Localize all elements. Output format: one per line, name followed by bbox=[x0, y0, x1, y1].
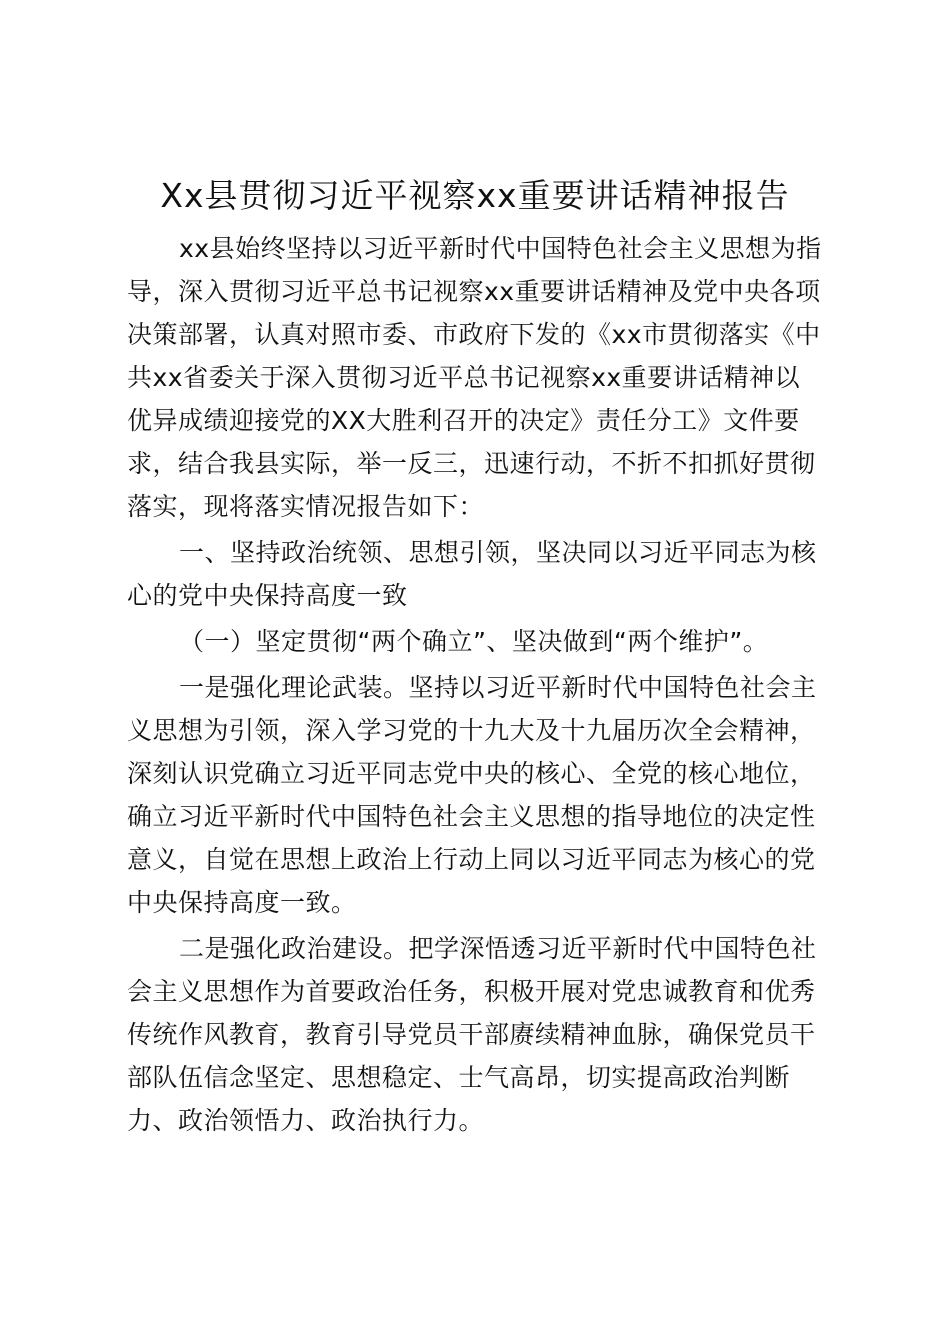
document-title: Xx县贯彻习近平视察xx重要讲话精神报告 bbox=[160, 176, 790, 215]
paragraph-line: 一是强化理论武装。坚持以习近平新时代中国特色社会主 bbox=[179, 673, 817, 702]
paragraph-line: 优异成绩迎接党的XX大胜利召开的决定》责任分工》文件要 bbox=[127, 406, 800, 435]
document-body bbox=[127, 227, 827, 1142]
paragraph-line: 共xx省委关于深入贯彻习近平总书记视察xx重要讲话精神以 bbox=[127, 363, 801, 392]
paragraph-line: 落实，现将落实情况报告如下： bbox=[127, 492, 485, 521]
paragraph-line: 传统作风教育，教育引导党员干部赓续精神血脉，确保党员干 bbox=[127, 1020, 816, 1049]
section-heading-line: 心的党中央保持高度一致 bbox=[127, 581, 408, 610]
paragraph-line: 力、政治领悟力、政治执行力。 bbox=[127, 1106, 485, 1135]
paragraph-line: 深刻认识党确立习近平同志党中央的核心、全党的核心地位， bbox=[127, 759, 816, 788]
subsection-heading: （一）坚定贯彻“两个确立”、坚决做到“两个维护”。 bbox=[179, 627, 769, 656]
paragraph-line: 决策部署，认真对照市委、市政府下发的《xx市贯彻落实《中 bbox=[127, 320, 821, 349]
paragraph-line: 导，深入贯彻习近平总书记视察xx重要讲话精神及党中央各项 bbox=[127, 277, 821, 306]
paragraph-line: 部队伍信念坚定、思想稳定、士气高昂，切实提高政治判断 bbox=[127, 1063, 791, 1092]
paragraph-line: xx县始终坚持以习近平新时代中国特色社会主义思想为指 bbox=[179, 234, 822, 263]
paragraph-line: 会主义思想作为首要政治任务，积极开展对党忠诚教育和优秀 bbox=[127, 977, 816, 1006]
paragraph-line: 求，结合我县实际，举一反三，迅速行动，不折不扣抓好贯彻 bbox=[127, 449, 816, 478]
paragraph-line: 意义，自觉在思想上政治上行动上同以习近平同志为核心的党 bbox=[127, 845, 816, 874]
paragraph-line: 二是强化政治建设。把学深悟透习近平新时代中国特色社 bbox=[179, 934, 817, 963]
paragraph-line: 中央保持高度一致。 bbox=[127, 888, 357, 917]
paragraph-line: 确立习近平新时代中国特色社会主义思想的指导地位的决定性 bbox=[127, 802, 816, 831]
section-heading-line: 一、坚持政治统领、思想引领，坚决同以习近平同志为核 bbox=[179, 538, 817, 567]
paragraph-line: 义思想为引领，深入学习党的十九大及十九届历次全会精神， bbox=[127, 716, 816, 745]
